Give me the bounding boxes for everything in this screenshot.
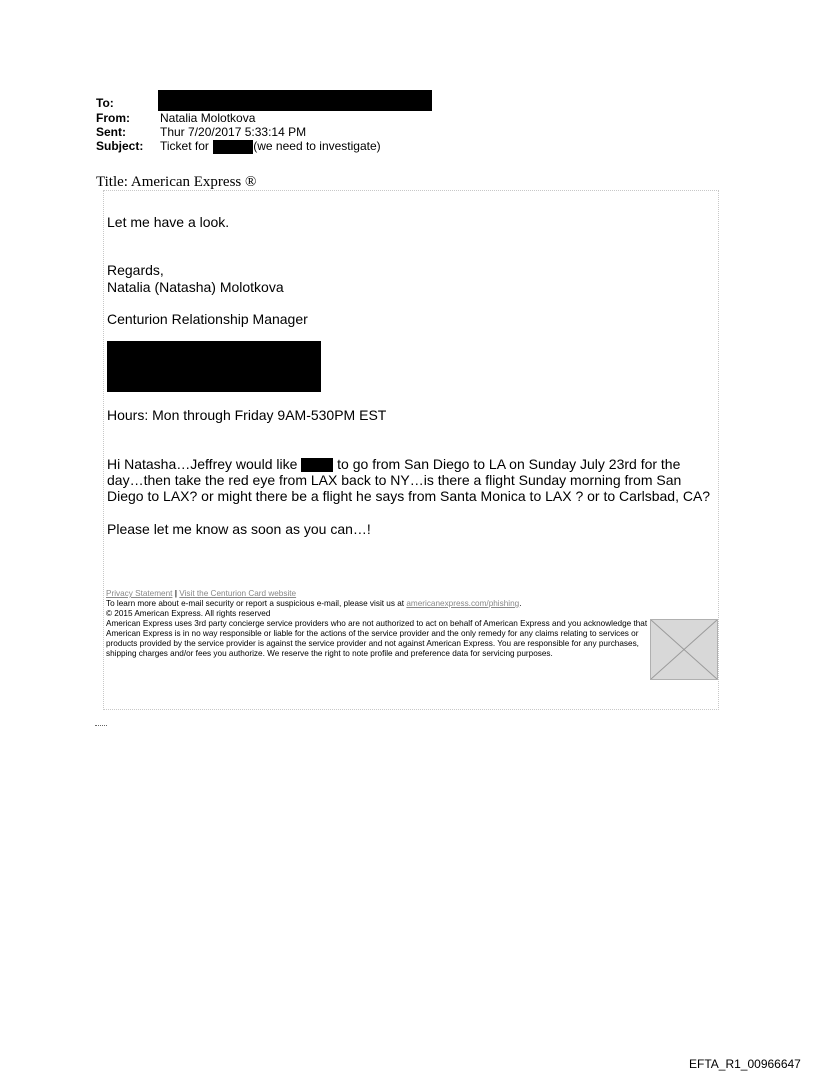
link-separator: | [174,589,178,598]
broken-image-placeholder-icon [650,619,718,680]
hours-line: Hours: Mon through Friday 9AM-530PM EST [107,407,387,423]
subject-value [160,139,381,154]
email-footer [106,589,650,659]
phishing-link[interactable]: americanexpress.com/phishing [406,599,520,608]
message-title: Title: American Express ® [96,174,257,190]
closing-line: Please let me know as soon as you can…! [107,521,371,537]
dotted-separator [95,725,107,726]
security-period: . [519,599,522,608]
copyright-line: © 2015 American Express. All rights reserved [106,609,271,618]
security-notice [106,599,650,609]
sent-label: Sent: [96,125,126,139]
security-text: To learn more about e-mail security or report a suspicious e-mail, please visit us at [106,599,405,608]
request-message [107,456,717,504]
email-header [96,92,456,158]
sent-value: Thur 7/20/2017 5:33:14 PM [160,125,307,139]
footer-links [106,589,650,599]
privacy-statement-link[interactable]: Privacy Statement [106,589,173,598]
subject-suffix: (we need to investigate) [253,139,381,153]
subject-prefix: Ticket for [160,139,209,153]
redacted-recipient [158,90,432,111]
subject-label: Subject: [96,139,144,153]
to-label: To: [96,96,114,110]
centurion-website-link[interactable]: Visit the Centurion Card website [179,589,297,598]
signature-role: Centurion Relationship Manager [107,311,308,327]
redacted-subject-name [213,140,253,154]
from-label: From: [96,111,130,125]
from-value: Natalia Molotkova [160,111,256,125]
reply-line: Let me have a look. [107,214,230,230]
redacted-contact-block [107,341,321,392]
regards-line: Regards, [107,262,164,278]
redacted-person-name [301,458,333,472]
bates-number: EFTA_R1_00966647 [689,1057,801,1071]
request-message-rest: to go from San Diego to LA on Sunday July 23rd for the day…then take the red eye from LAX back to NY…is there a flight Sunday morning from San Diego to LAX? or might there be a flight he says from Santa Monica to LAX ? or to Carlsbad, CA? [107,456,711,505]
request-message-start: Hi Natasha…Jeffrey would like [107,456,298,472]
signature-name: Natalia (Natasha) Molotkova [107,279,284,295]
disclaimer-text: American Express uses 3rd party concierge service providers who are not authorized to act on behalf of American Express and you acknowledge that American Express is in no way responsible or liable for the actions of the service provider and the only remedy for any claims relating to services or products provided by the service provider is against the service provider and not against American Express. You are responsible for any purchases, shipping charges and/or fees you authorize. We reserve the right to note profile and preference data for servicing purposes. [106,619,648,658]
